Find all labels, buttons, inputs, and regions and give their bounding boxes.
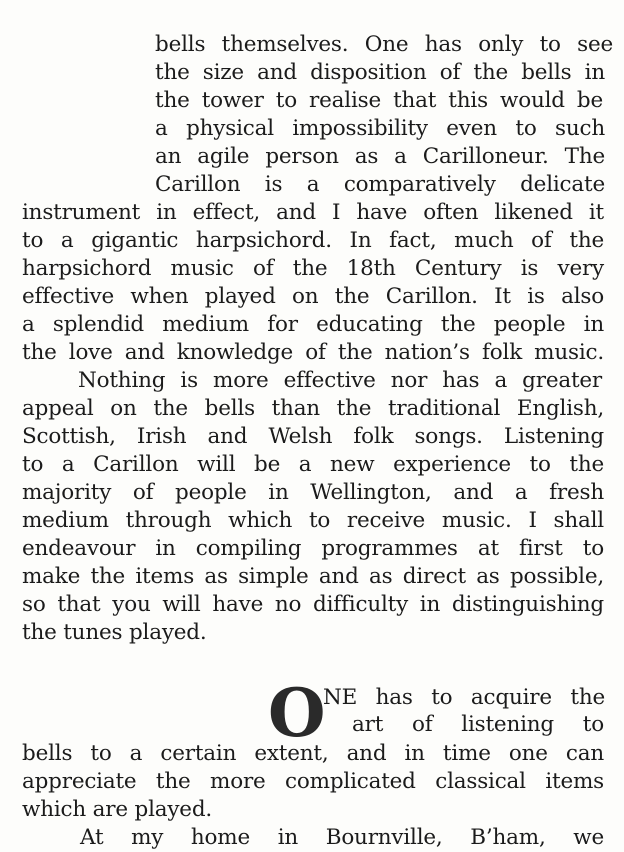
text-line: At my home in Bournville, B’ham, we (80, 825, 604, 850)
text-line: a physical impossibility even to such (155, 116, 605, 141)
text-line: which are played. (22, 797, 213, 822)
text-line: NE has to acquire the (323, 685, 605, 710)
text-line: appreciate the more complicated classical items (22, 769, 604, 794)
text-line: to a gigantic harpsichord. In fact, much of the (22, 228, 604, 253)
text-line: a splendid medium for educating the people in (22, 312, 604, 337)
text-line: effective when played on the Carillon. It is also (22, 284, 604, 309)
text-line: Carillon is a comparatively delicate (155, 172, 605, 197)
text-line: Scottish, Irish and Welsh folk songs. Listening (22, 424, 604, 449)
text-line: bells to a certain extent, and in time one can (22, 741, 604, 766)
text-line: medium through which to receive music. I shall (22, 508, 604, 533)
text-line: the tunes played. (22, 620, 207, 645)
text-line: the size and disposition of the bells in (155, 60, 605, 85)
text-line: to a Carillon will be a new experience to the (22, 452, 604, 477)
drop-cap: O (268, 674, 326, 752)
text-line: Nothing is more effective nor has a greater (78, 368, 602, 393)
text-line: so that you will have no difficulty in distinguishing (22, 592, 604, 617)
text-line: bells themselves. One has only to see (155, 32, 613, 57)
text-line: an agile person as a Carilloneur. The (155, 144, 605, 169)
text-line: appeal on the bells than the traditional English, (22, 396, 604, 421)
text-line: the tower to realise that this would be (155, 88, 603, 113)
text-line: the love and knowledge of the nation’s folk music. (22, 340, 604, 365)
text-line: art of listening to (352, 712, 604, 737)
text-line: make the items as simple and as direct as possible, (22, 564, 604, 589)
text-line: harpsichord music of the 18th Century is very (22, 256, 604, 281)
text-line: instrument in effect, and I have often likened it (22, 200, 604, 225)
text-line: endeavour in compiling programmes at first to (22, 536, 604, 561)
text-line: majority of people in Wellington, and a fresh (22, 480, 604, 505)
